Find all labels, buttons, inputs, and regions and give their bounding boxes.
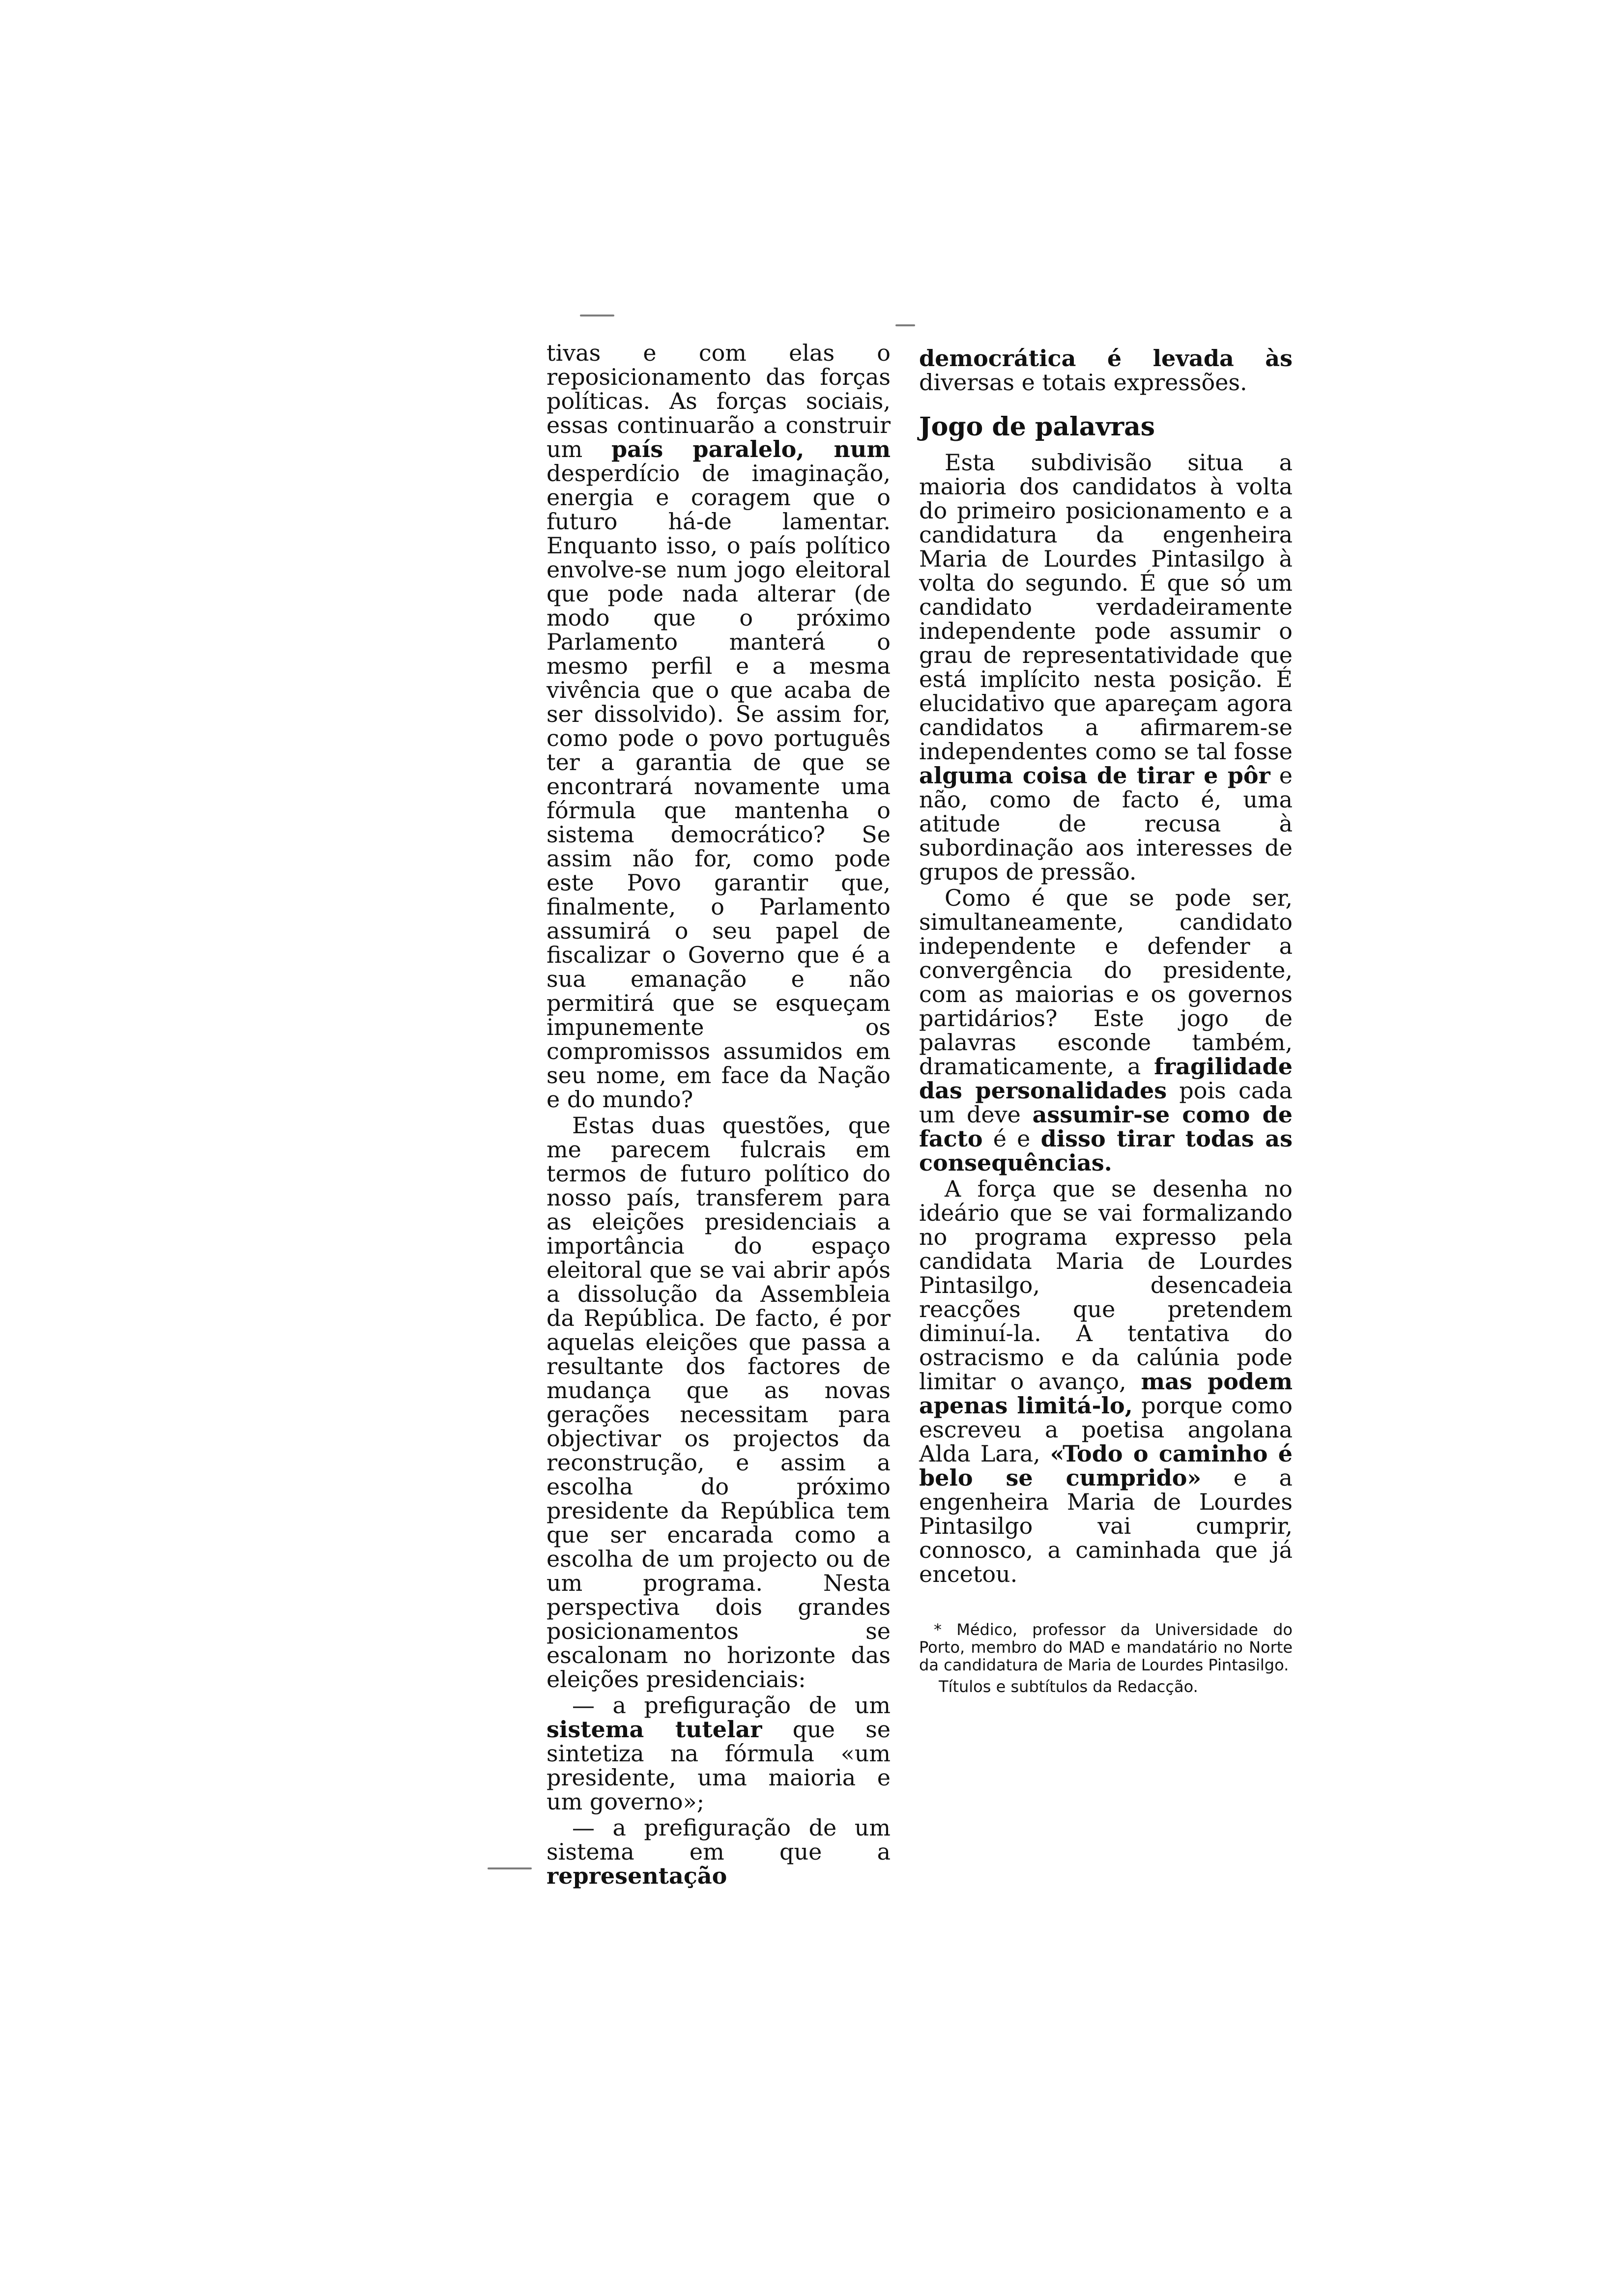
left-paragraph-1 xyxy=(547,341,891,1112)
left-paragraph-2: Estas duas questões, que me parecem fulcrais em termos de futuro político do nosso país, transferem para as eleições presidenciais a importância do espaço eleitoral que se vai abrir após a dissolução da Assembleia da República. De facto, é por aquelas eleições que passa a resultante dos factores de mudança que as novas gerações necessitam para objectivar os projectos da reconstrução, e assim a escolha do próximo presidente da República tem que ser encarada como a escolha de um projecto ou de um programa. Nesta perspectiva dois grandes posicionamentos se escalonam no horizonte das eleições presidenciais: xyxy=(547,1112,891,1693)
right-p3-bold-2: assumir-se como de facto xyxy=(919,1101,1293,1152)
right-p4-bold-1: mas podem apenas limitá-lo, xyxy=(919,1368,1293,1419)
right-p2-text-c: e não, como de facto é, uma atitude de recusa à subordinação aos interesses de grupos de pressão. xyxy=(919,762,1293,885)
right-paragraph-4 xyxy=(919,1177,1293,1586)
right-p2-bold: alguma coisa de tirar e pôr xyxy=(919,762,1270,789)
editorial-credits: Títulos e subtítulos da Redacção. xyxy=(939,1677,1198,1696)
left-paragraph-3 xyxy=(547,1693,891,1814)
left-p1-text-a: tivas e com elas o reposicionamento das forças políticas. As forças sociais, essas continuarão a construir um xyxy=(547,340,891,462)
right-p4-text-c: porque como escreveu a poetisa angolana Alda Lara, xyxy=(919,1392,1293,1467)
right-p3-text-e: é e xyxy=(982,1125,1041,1152)
left-p1-bold: país paralelo, num xyxy=(611,436,891,462)
left-p3-text-c: que se sintetiza na fórmula «um presidente, uma maioria e um governo»; xyxy=(547,1716,891,1815)
right-p1-bold: democrática é levada às xyxy=(919,345,1293,372)
right-p1-text: diversas e totais expressões. xyxy=(919,369,1247,396)
subheading-jogo-de-palavras: Jogo de palavras xyxy=(919,412,1155,442)
right-paragraph-1 xyxy=(919,346,1293,395)
article-right-column xyxy=(919,346,1293,1695)
right-paragraph-3 xyxy=(919,886,1293,1175)
right-p2-text-a: Esta subdivisão situa a maioria dos candidatos à volta do primeiro posicionamento e a candidatura da engenheira Maria de Lourdes Pintasilgo à volta do segundo. É que só um candidato verdadeiramente independente pode assumir o grau de representatividade que está implícito nesta posição. É elucidativo que apareçam agora candidatos a afirmarem-se independentes como se tal fosse xyxy=(919,449,1293,765)
scan-smudge-top-mid xyxy=(895,324,915,326)
left-p4-bold: representação xyxy=(547,1863,727,1889)
left-p4-text-a: — a prefiguração de um sistema em que a xyxy=(547,1814,891,1865)
scan-smudge-top-left xyxy=(580,315,614,316)
right-p3-text-a: Como é que se pode ser, simultaneamente, candidato independente e defender a convergência do presidente, com as maiorias e os governos partidários? Este jogo de palavras esconde também, dramaticamente, a xyxy=(919,885,1293,1080)
right-p3-bold-1: fragilidade das personalidades xyxy=(919,1053,1293,1104)
left-p3-bold: sistema tutelar xyxy=(547,1716,762,1743)
left-p1-text-c: desperdício de imaginação, energia e coragem que o futuro há-de lamentar. Enquanto isso, o país político envolve-se num jogo eleitoral que pode nada alterar (de modo que o próximo Parlamento manterá o mesmo perfil e a mesma vivência que o que acaba de ser dissolvido). Se assim for, como pode o povo português ter a garantia de que se encontrará novamente uma fórmula que mantenha o sistema democrático? Se assim não for, como pode este Povo garantir que, finalmente, o Parlamento assumirá o seu papel de fiscalizar o Governo que é a sua emanação e não permitirá que se esqueçam impunemente os compromissos assumidos em seu nome, em face da Nação e do mundo? xyxy=(547,460,891,1113)
left-paragraph-4 xyxy=(547,1816,891,1888)
right-p4-text-e: e a engenheira Maria de Lourdes Pintasilgo vai cumprir, connosco, a caminhada que já encetou. xyxy=(919,1464,1293,1587)
right-p3-bold-3: disso tirar todas as consequências. xyxy=(919,1125,1293,1176)
left-p3-text-a: — a prefiguração de um xyxy=(572,1692,891,1719)
article-left-column xyxy=(547,341,891,1890)
right-p4-text-a: A força que se desenha no ideário que se vai formalizando no programa expresso pela candidata Maria de Lourdes Pintasilgo, desencadeia reacções que pretendem diminuí-la. A tentativa do ostracismo e da calúnia pode limitar o avanço, xyxy=(919,1176,1293,1395)
right-p3-text-c: pois cada um deve xyxy=(919,1077,1293,1128)
right-paragraph-2 xyxy=(919,451,1293,884)
scan-smudge-bottom-left xyxy=(488,1867,532,1869)
right-p4-bold-2: «Todo o caminho é belo se cumprido» xyxy=(919,1440,1293,1491)
author-footnote: * Médico, professor da Universidade do Porto, membro do MAD e mandatário no Norte da candidatura de Maria de Lourdes Pintasilgo. xyxy=(919,1620,1293,1674)
